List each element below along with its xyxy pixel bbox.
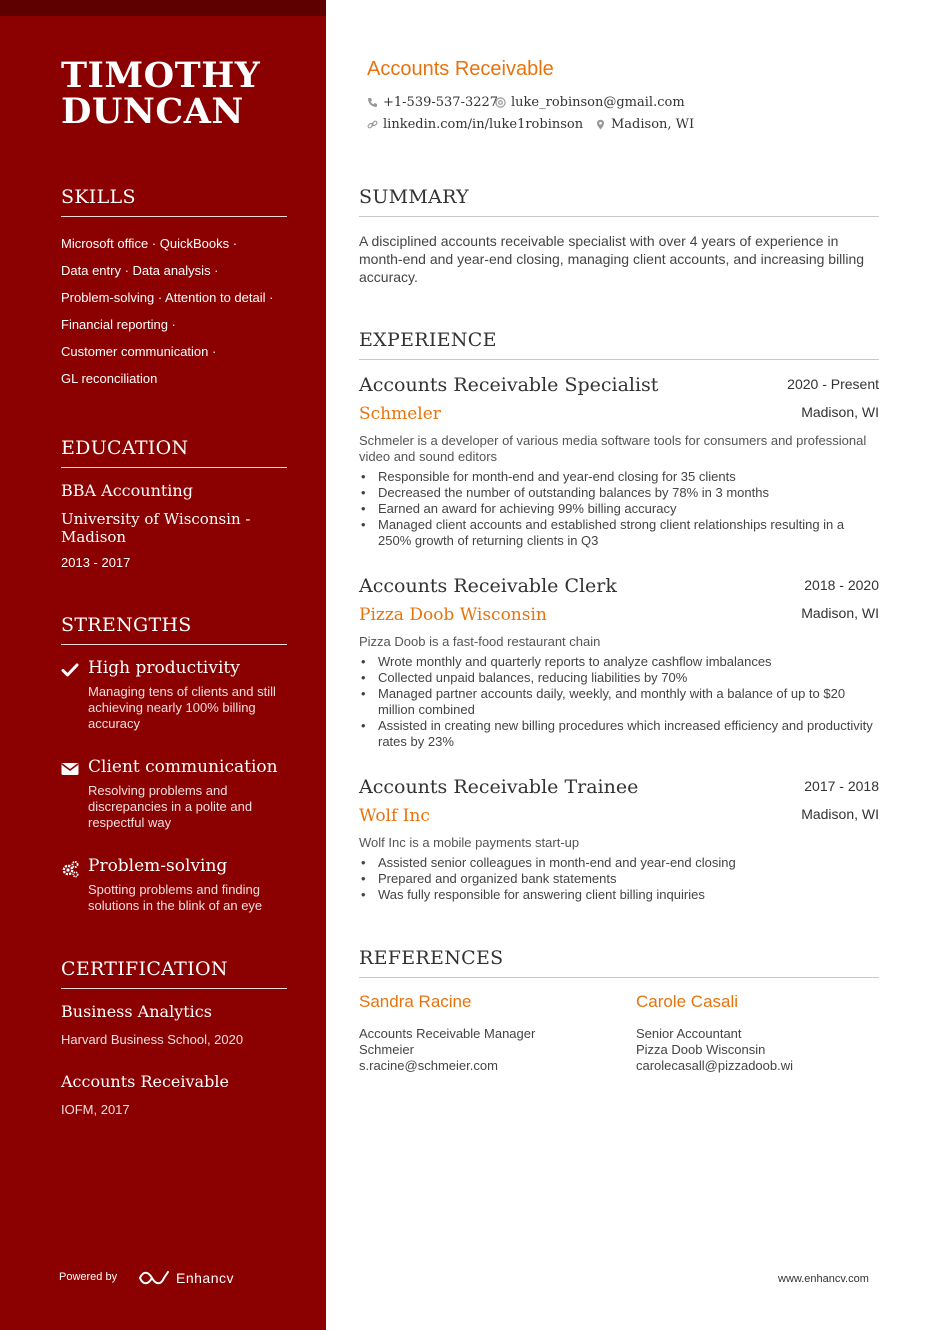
- location-text: Madison, WI: [611, 117, 695, 132]
- job-bullet: • Collected unpaid balances, reducing liabilities by 70%: [359, 670, 879, 686]
- certification-name: Business Analytics: [61, 1002, 212, 1021]
- sidebar-top-band: [0, 0, 326, 16]
- strength-title: Problem-solving: [88, 856, 228, 876]
- job-dates: 2020 - Present: [787, 376, 879, 392]
- education-school: University of Wisconsin - Madison: [61, 510, 251, 546]
- references-title: REFERENCES: [359, 947, 879, 978]
- job-company: Pizza Doob Wisconsin: [359, 605, 547, 625]
- reference-card: [359, 992, 599, 1074]
- job-bullet: • Decreased the number of outstanding balances by 78% in 3 months: [359, 485, 879, 501]
- job-dates: 2017 - 2018: [804, 778, 879, 794]
- skill-line: Microsoft office · QuickBooks ·: [61, 236, 238, 251]
- certification-name: Accounts Receivable: [61, 1072, 229, 1091]
- job-bullet: • Was fully responsible for answering client billing inquiries: [359, 887, 879, 903]
- name-line-1: TIMOTHY: [61, 55, 261, 96]
- reference-card: [636, 992, 876, 1074]
- phone-text: +1-539-537-3227: [383, 95, 499, 110]
- strengths-title: STRENGTHS: [61, 614, 287, 645]
- job-title: Accounts Receivable Specialist: [359, 374, 659, 396]
- experience-entry: [359, 374, 879, 554]
- certification-title: CERTIFICATION: [61, 958, 287, 989]
- reference-company: Pizza Doob Wisconsin: [636, 1042, 766, 1057]
- sidebar: [0, 0, 326, 1330]
- envelope-icon: [61, 761, 79, 777]
- job-bullets: [359, 654, 879, 750]
- skills-title: SKILLS: [61, 186, 287, 217]
- reference-role: Senior Accountant: [636, 1026, 742, 1041]
- job-company: Wolf Inc: [359, 806, 430, 826]
- experience-entry: [359, 776, 879, 906]
- strength-desc: Spotting problems and finding solutions in the blink of an eye: [88, 882, 263, 913]
- experience-title: EXPERIENCE: [359, 329, 879, 360]
- job-company: Schmeler: [359, 404, 441, 424]
- experience-entry: [359, 575, 879, 755]
- education-title: EDUCATION: [61, 437, 287, 468]
- headline: Accounts Receivable: [367, 58, 554, 80]
- candidate-name: [61, 55, 301, 132]
- reference-role: Accounts Receivable Manager: [359, 1026, 536, 1041]
- job-location: Madison, WI: [801, 404, 879, 420]
- job-description: Pizza Doob is a fast-food restaurant chain: [359, 634, 601, 649]
- skills-list: [61, 230, 297, 392]
- skill-line: Customer communication ·: [61, 344, 217, 359]
- name-line-2: DUNCAN: [61, 91, 244, 132]
- certification-issuer: Harvard Business School, 2020: [61, 1032, 244, 1047]
- job-bullet: • Prepared and organized bank statements: [359, 871, 879, 887]
- reference-name: Sandra Racine: [359, 992, 472, 1011]
- contact-email[interactable]: [495, 95, 685, 110]
- reference-name: Carole Casali: [636, 992, 739, 1011]
- strength-title: High productivity: [88, 658, 240, 678]
- job-description: Schmeler is a developer of various media software tools for consumers and professional video and sound editors: [359, 433, 867, 464]
- job-title: Accounts Receivable Clerk: [359, 575, 617, 597]
- certification-issuer: IOFM, 2017: [61, 1102, 130, 1117]
- summary-title: SUMMARY: [359, 186, 879, 217]
- job-bullets: [359, 855, 879, 903]
- reference-email[interactable]: carolecasall@pizzadoob.wi: [636, 1058, 793, 1073]
- job-location: Madison, WI: [801, 806, 879, 822]
- skill-line: Problem-solving · Attention to detail ·: [61, 290, 274, 305]
- job-bullet: • Managed partner accounts daily, weekly, and monthly with a balance of up to $20 million combined: [359, 686, 879, 718]
- contact-linkedin[interactable]: [367, 117, 583, 132]
- powered-by-label: Powered by: [59, 1271, 118, 1283]
- enhancv-logo[interactable]: [138, 1268, 234, 1288]
- gears-icon: [61, 860, 79, 876]
- skill-line: GL reconciliation: [61, 371, 158, 386]
- job-bullet: • Earned an award for achieving 99% billing accuracy: [359, 501, 879, 517]
- strength-item: [61, 757, 291, 837]
- summary-text: A disciplined accounts receivable specialist with over 4 years of experience in month-end and year-end closing, managing client accounts, and increasing billing accuracy.: [359, 233, 865, 285]
- phone-icon: [367, 97, 378, 108]
- at-icon: [495, 97, 506, 108]
- strength-desc: Managing tens of clients and still achieving nearly 100% billing accuracy: [88, 684, 276, 731]
- job-bullets: [359, 469, 879, 549]
- education-degree: BBA Accounting: [61, 481, 193, 500]
- link-icon: [367, 119, 378, 130]
- strength-desc: Resolving problems and discrepancies in a polite and respectful way: [88, 783, 253, 830]
- job-bullet: • Managed client accounts and established strong client relationships resulting in a 250% growth of returning clients in Q3: [359, 517, 879, 549]
- job-bullet: • Wrote monthly and quarterly reports to analyze cashflow imbalances: [359, 654, 879, 670]
- education-dates: 2013 - 2017: [61, 555, 131, 570]
- enhancv-brand-text: Enhancv: [176, 1270, 234, 1286]
- job-bullet: • Assisted senior colleagues in month-end and year-end closing: [359, 855, 879, 871]
- contact-phone: [367, 95, 498, 110]
- job-title: Accounts Receivable Trainee: [359, 776, 639, 798]
- email-text: luke_robinson@gmail.com: [511, 95, 685, 110]
- job-bullet: • Responsible for month-end and year-end closing for 35 clients: [359, 469, 879, 485]
- job-bullet: • Assisted in creating new billing procedures which increased efficiency and productivity rates by 23%: [359, 718, 879, 750]
- skill-line: Financial reporting ·: [61, 317, 176, 332]
- job-location: Madison, WI: [801, 605, 879, 621]
- strength-item: [61, 856, 291, 920]
- contact-location: [595, 117, 694, 132]
- skill-line: Data entry · Data analysis ·: [61, 263, 219, 278]
- location-pin-icon: [595, 119, 606, 130]
- job-description: Wolf Inc is a mobile payments start-up: [359, 835, 580, 850]
- footer-website-link[interactable]: www.enhancv.com: [778, 1273, 869, 1285]
- linkedin-text: linkedin.com/in/luke1robinson: [383, 117, 584, 132]
- reference-company: Schmeier: [359, 1042, 414, 1057]
- strength-title: Client communication: [88, 757, 278, 777]
- job-dates: 2018 - 2020: [804, 577, 879, 593]
- enhancv-logo-icon: [138, 1270, 170, 1286]
- strength-item: [61, 658, 291, 738]
- check-icon: [61, 662, 79, 678]
- reference-email[interactable]: s.racine@schmeier.com: [359, 1058, 498, 1073]
